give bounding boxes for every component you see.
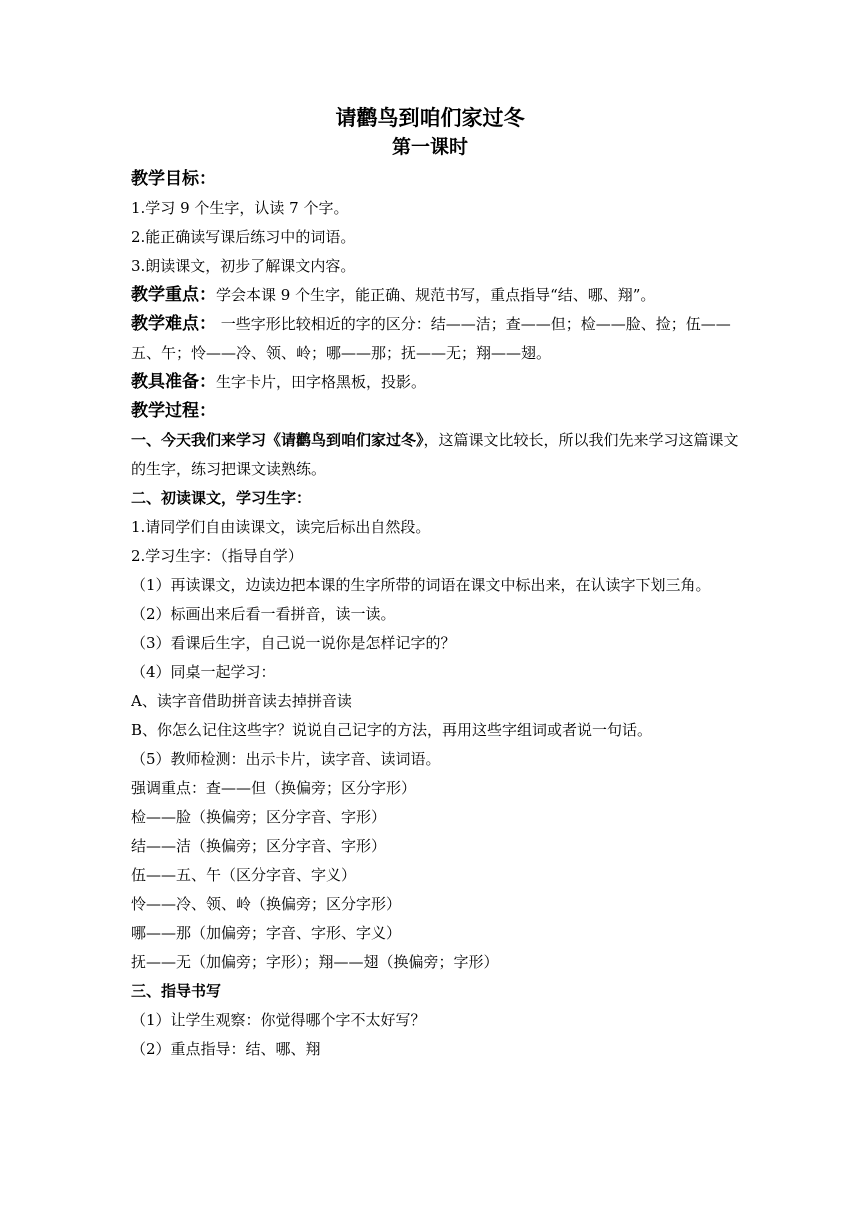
section2-line: 检——脸（换偏旁；区分字音、字形） [131,808,387,826]
section1-paragraph [131,426,741,484]
section2-line: 抚——无（加偏旁；字形）；翔——翅（换偏旁；字形） [131,953,499,971]
section2-line: 哪——那（加偏旁；字音、字形、字义） [131,924,402,942]
objectives-heading: 教学目标： [131,169,216,189]
objective-item: 3.朗读课文，初步了解课文内容。 [131,257,356,275]
materials-paragraph [131,368,741,397]
section3-heading: 三、指导书写 [131,982,222,1000]
key-points-label: 教学重点： [131,285,216,305]
document-title: 请鹳鸟到咱们家过冬 [335,106,525,130]
section2-line: （5）教师检测：出示卡片，读字音、读词语。 [131,750,441,768]
section1-rest-text: ，这篇课文比较长，所以我们先来学习这篇课文的生字，练习把课文读熟练。 [131,431,739,478]
section2-line: （4）同桌一起学习： [131,663,276,681]
section2-line: 伍——五、午（区分字音、字义） [131,866,357,884]
materials-text: 生字卡片，田字格黑板，投影。 [216,373,427,391]
difficulties-text: 一些字形比较相近的字的区分：结——洁；查——但；检——脸、捡；伍——五、午；怜——冷、领、岭；哪——那；抚——无；翔——翅。 [131,315,731,362]
section2-line: B、你怎么记住这些字？说说自己记字的方法，再用这些字组词或者说一句话。 [131,721,653,739]
section2-line: 结——洁（换偏旁；区分字音、字形） [131,837,387,855]
section2-line: 2.学习生字：（指导自学） [131,547,303,565]
document-subtitle: 第一课时 [391,136,468,158]
section3-line: （1）让学生观察：你觉得哪个字不太好写？ [131,1011,426,1029]
difficulties-label: 教学难点： [131,314,216,334]
difficulties-paragraph [131,310,741,368]
objective-item: 2.能正确读写课后练习中的词语。 [131,228,356,246]
section2-line: 强调重点：查——但（换偏旁；区分字形） [131,779,417,797]
section2-line: （2）标画出来后看一看拼音，读一读。 [131,605,396,623]
section2-line: 怜——冷、领、岭（换偏旁；区分字形） [131,895,402,913]
section2-line: A、读字音借助拼音读去掉拼音读 [131,692,352,710]
key-points-text: 学会本课 9 个生字，能正确、规范书写，重点指导“结、哪、翔”。 [216,286,656,304]
objective-item: 1.学习 9 个生字，认读 7 个字。 [131,199,349,217]
key-points-paragraph [131,281,741,310]
section2-line: （1）再读课文，边读边把本课的生字所带的词语在课文中标出来，在认读字下划三角。 [131,576,711,594]
materials-label: 教具准备： [131,372,216,392]
section1-bold-text: 一、今天我们来学习《请鹳鸟到咱们家过冬》 [131,431,424,449]
section2-line: （3）看课后生字，自己说一说你是怎样记字的？ [131,634,456,652]
process-heading: 教学过程： [131,401,216,421]
section2-heading: 二、初读课文，学习生字： [131,489,312,507]
section3-line: （2）重点指导：结、哪、翔 [131,1040,321,1058]
section2-line: 1.请同学们自由读课文，读完后标出自然段。 [131,518,431,536]
document-body [131,165,741,1064]
